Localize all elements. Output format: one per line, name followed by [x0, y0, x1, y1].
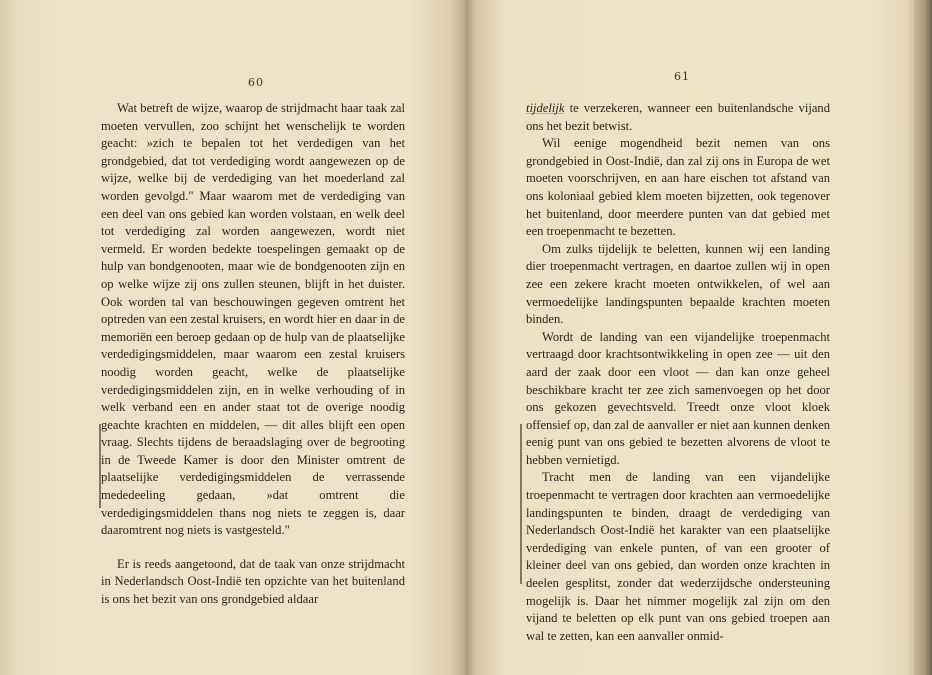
right-page — [466, 0, 916, 675]
margin-bracket-right — [520, 424, 522, 584]
right-paragraph-1-rest: te verzekeren, wanneer een buitenlandsche vijand ons het bezit betwist. — [526, 101, 830, 133]
right-paragraph-4: Wordt de landing van een vijandelijke troepenmacht vertraagd door krachtsontwikkeling in open zee — uit den aard der zaak door een vloot — dan kan onze geheel beschikbare kracht ter zee zich samenvoegen op het door ons gekozen gevechtsveld. Treedt onze vloot kloek offensief op, dan zal de aanvaller er niet aan kunnen denken eenig punt van ons gebied te bezetten alvorens de vloot te hebben vernietigd. — [526, 329, 830, 467]
book-edge — [914, 0, 932, 675]
margin-bracket-left — [99, 424, 101, 508]
page-number-right: 61 — [674, 70, 690, 83]
page-number-left: 60 — [248, 76, 264, 89]
right-paragraph-5: Tracht men de landing van een vijandelijke troepenmacht te vertragen door krachten aan vermoedelijke landingspunten te binden, draagt de verdediging van Nederlandsch Oost-Indië het karakter van een plaatselijke verdediging van enkele punten, of van een grooter of kleiner deel van ons gebied, dan worden onze krachten in deelen gesplitst, zonder dat wederzijdsche ondersteuning mogelijk is. Daar het nimmer mogelijk zal zijn om den vijand te beletten op elk punt van ons gebied troepen aan wal te zetten, kan een aanvaller onmid- — [526, 470, 830, 643]
right-paragraph-2: Wil eenige mogendheid bezit nemen van ons grondgebied in Oost-Indië, dan zal zij ons in Europa de wet moeten voorschrijven, en aan hare eischen tot afstand van ons koloniaal gebied klem moeten bijzetten, ook tegenover het buitenland, door meerdere punten van dat gebied met een troepenmacht te bezetten. — [526, 136, 830, 239]
left-paragraph-1: Wat betreft de wijze, waarop de strijdmacht haar taak zal moeten vervullen, zoo schijnt het wenschelijk te worden geacht: »zich te bepalen tot het verdedigen van het grondgebied, dat tot verdediging wordt aangewezen op de wijze, welke bij de verdediging van het moederland zal worden gevolgd." Maar waarom met de verdediging van een deel van ons gebied kan worden volstaan, en welk deel tot verdediging zal worden aangewezen, wordt niet vermeld. Er worden bedekte toespelingen gemaakt op de hulp van bondgenooten, maar wie de bondgenooten zijn en op welke wijze zij ons zullen steunen, blijft in het duister. Ook worden tal van beschouwingen gegeven omtrent het optreden van een zestal kruisers, en wordt hier en daar in de memoriën een beroep gedaan op de hulp van de plaatselijke verdedigingsmiddelen, maar waarom een zestal kruisers noodig worden geacht, welke de plaatselijke verdedigingsmiddelen zijn, en in welke verhouding of in welk verband een en ander staat tot de overige noodig geachte krachten en middelen, — dit alles blijft een open vraag. Slechts tijdens de beraadslaging over de begrooting in de Tweede Kamer is door den Minister omtrent de plaatselijke verdedigingsmiddelen de verrassende mededeeling gedaan, »dat omtrent die verdedigingsmiddelen thans nog niets te zeggen is, daar daaromtrent nog niets is vastgesteld." — [101, 101, 405, 538]
right-paragraph-1 — [526, 100, 830, 135]
right-page-text — [526, 100, 830, 645]
right-paragraph-3: Om zulks tijdelijk te beletten, kunnen wij een landing dier troepenmacht vertragen, en daartoe zullen wij in open zee een zekere kracht moeten ontwikkelen, of wel aan vermoedelijke landingspunten bepaalde krachten moeten binden. — [526, 241, 830, 327]
underlined-word: tijdelijk — [526, 101, 565, 115]
left-paragraph-2: Er is reeds aangetoond, dat de taak van onze strijdmacht in Nederlandsch Oost-Indië ten opzichte van het buitenland is ons het bezit van ons grondgebied aldaar — [101, 556, 405, 607]
left-page-text — [101, 100, 405, 609]
